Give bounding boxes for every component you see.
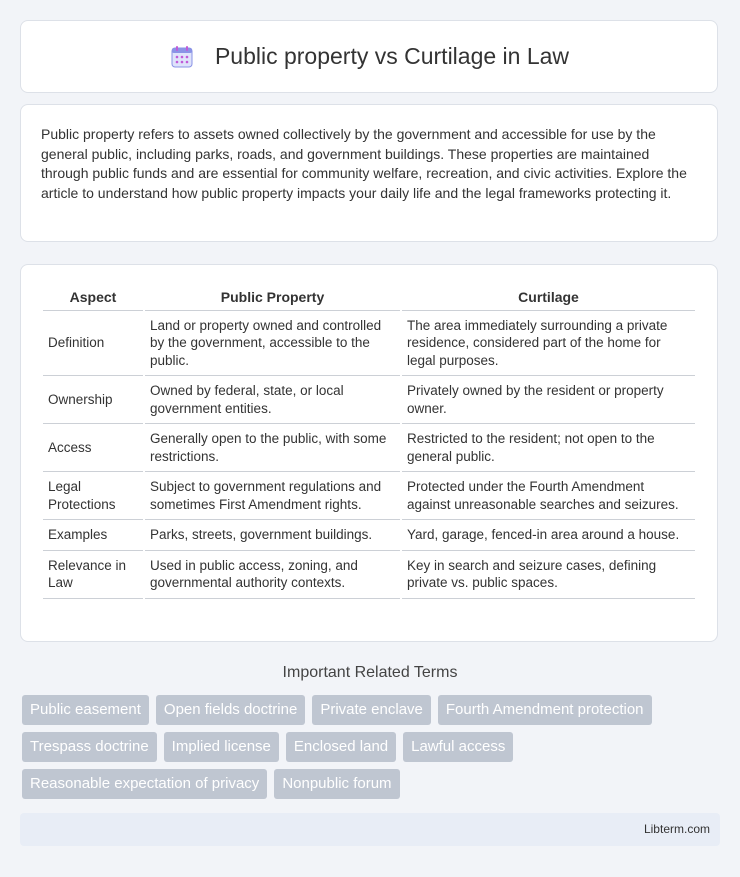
table-header-row bbox=[43, 285, 695, 311]
table-cell-aspect: Legal Protections bbox=[43, 472, 143, 520]
table-cell-curtilage: The area immediately surrounding a private residence, considered part of the home for legal purposes. bbox=[402, 311, 695, 377]
footer-site-link[interactable]: Libterm.com bbox=[643, 822, 710, 836]
column-header-public-property: Public Property bbox=[145, 285, 400, 311]
tag-open-fields-doctrine[interactable]: Open fields doctrine bbox=[156, 695, 305, 725]
table-row bbox=[43, 376, 695, 424]
table-row bbox=[43, 424, 695, 472]
related-terms-heading: Important Related Terms bbox=[282, 664, 458, 681]
column-header-curtilage: Curtilage bbox=[402, 285, 695, 311]
table-cell-public: Subject to government regulations and sometimes First Amendment rights. bbox=[145, 472, 400, 520]
table-row bbox=[43, 520, 695, 551]
table-cell-public: Parks, streets, government buildings. bbox=[145, 520, 400, 551]
comparison-table bbox=[41, 285, 697, 599]
footer bbox=[20, 813, 720, 846]
table-cell-curtilage: Privately owned by the resident or property owner. bbox=[402, 376, 695, 424]
table-cell-aspect: Access bbox=[43, 424, 143, 472]
page-title: Public property vs Curtilage in Law bbox=[214, 43, 570, 69]
column-header-aspect: Aspect bbox=[43, 285, 143, 311]
tag-implied-license[interactable]: Implied license bbox=[164, 732, 279, 762]
tag-fourth-amendment-protection[interactable]: Fourth Amendment protection bbox=[438, 695, 652, 725]
intro-paragraph: Public property refers to assets owned collectively by the government and accessible for use by the general public, including parks, roads, and government buildings. These properties are maintained through public funds and are essential for community welfare, recreation, and civic activities. Explore the article to understand how public property impacts your daily life and the legal frameworks protecting it. bbox=[41, 126, 687, 201]
table-cell-aspect: Relevance in Law bbox=[43, 551, 143, 599]
table-cell-aspect: Definition bbox=[43, 311, 143, 377]
tag-row bbox=[22, 769, 722, 799]
table-cell-curtilage: Key in search and seizure cases, defining private vs. public spaces. bbox=[402, 551, 695, 599]
table-row bbox=[43, 311, 695, 377]
tag-row bbox=[22, 732, 722, 762]
table-cell-public: Owned by federal, state, or local government entities. bbox=[145, 376, 400, 424]
table-cell-public: Used in public access, zoning, and governmental authority contexts. bbox=[145, 551, 400, 599]
title-card bbox=[20, 20, 718, 93]
comparison-card bbox=[20, 264, 718, 642]
tag-enclosed-land[interactable]: Enclosed land bbox=[286, 732, 396, 762]
tag-trespass-doctrine[interactable]: Trespass doctrine bbox=[22, 732, 157, 762]
table-cell-aspect: Ownership bbox=[43, 376, 143, 424]
table-cell-public: Generally open to the public, with some restrictions. bbox=[145, 424, 400, 472]
related-terms-tags bbox=[22, 695, 722, 806]
intro-card bbox=[20, 104, 718, 242]
tag-reasonable-expectation-of-privacy[interactable]: Reasonable expectation of privacy bbox=[22, 769, 267, 799]
calendar-icon bbox=[169, 44, 195, 70]
table-row bbox=[43, 472, 695, 520]
tag-nonpublic-forum[interactable]: Nonpublic forum bbox=[274, 769, 399, 799]
table-cell-public: Land or property owned and controlled by the government, accessible to the public. bbox=[145, 311, 400, 377]
table-row bbox=[43, 551, 695, 599]
tag-public-easement[interactable]: Public easement bbox=[22, 695, 149, 725]
table-cell-curtilage: Protected under the Fourth Amendment against unreasonable searches and seizures. bbox=[402, 472, 695, 520]
tag-lawful-access[interactable]: Lawful access bbox=[403, 732, 513, 762]
table-cell-curtilage: Restricted to the resident; not open to the general public. bbox=[402, 424, 695, 472]
tag-private-enclave[interactable]: Private enclave bbox=[312, 695, 431, 725]
tag-row bbox=[22, 695, 722, 725]
table-cell-aspect: Examples bbox=[43, 520, 143, 551]
table-cell-curtilage: Yard, garage, fenced-in area around a house. bbox=[402, 520, 695, 551]
